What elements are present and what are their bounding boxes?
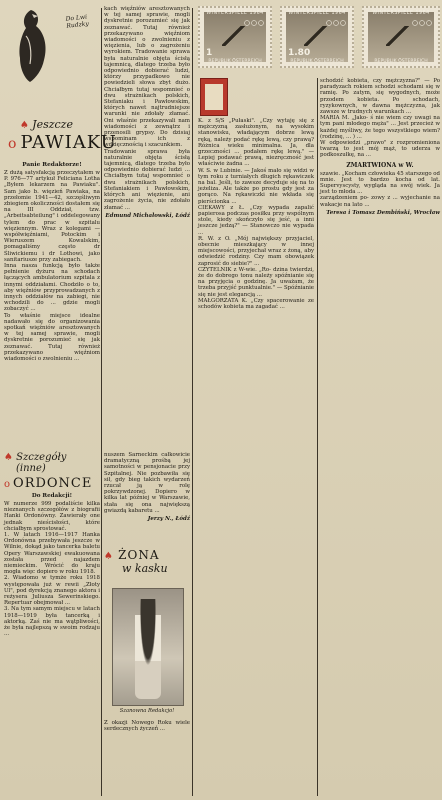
paragraph: Inna nasza funkcją było także pełnienie dyżuru na schodach łączących ambulatorium szpitala z innymi oddziałami. Chodziło o to, aby więźniów przyprowadzanych z innych oddziałów na zabiegi, nie wchodzili do ... gdzie mogli zobaczyć ... [4,263,100,313]
section-ordonka [4,452,100,637]
letter: W odpowiedzi „prawo" z rozpromieniona twarzą to jest mój mąż, to uderza w podkoszułkę, na ... [320,140,440,159]
paragraph: Tradowanie sprawa była naturalnie objęta ścisłą tajemnicą, dlatego trzeba było odpowiednio dobierać ludzi ... Chciałbym tutaj wspomnieć o dwu strażnikach polskich, Stefaniakiem i Pawłowskim, których ani więzienie, ani zagrożenie życia, nie zdołało złamać ... [104,148,190,211]
paragraph: nuszem Sarneckim całkowicie dramatyczną prośbą jej samotności w pensjonacie przy Szpitalnej. Nie pozbawiła się sił, gdy bieg takich wydarzeń rzucał ją w rolę pokrzywdzonej. Dopiero w kilka lat później w Warszawie, stała się ona największą gwiazdą kabaretu ... [104,452,190,514]
article-body [4,162,100,362]
signature: Jerzy N., Łódź [147,516,190,523]
paragraph: Z dużą satysfakcją przeczytałem w P. 976—77 artykuł Feliciana Lotha „Byłem lekarzem na Pawiaku". Sam jako b. więzień Pawiaka, na przełomie 1941—42, szczęśliwym zbiegiem okoliczności dostałem się na III Oddział, tzw. „Arbeitsabteilung" i oddelegowany tylem do prac w szpitalu więziennym. Wraz z kolegami — współwięźniami, Potockim i Wieruszem Kowalskim, pomagaliśmy często dr Śliwickiemu i dr Lothowi, jako sanitariusze przy zabiegach. [4,170,100,263]
letter: MAŁGORZATA K. „Czy spacerowanie ze schodów kobieta ma zagadać ... [198,297,314,311]
paragraph: 3. Na tym samym miejscu w latach 1918—1919 była tancerką i aktorką. Zaś nie ma wątpliwości, że była najlepszą w swoim rodzaju ... [4,606,100,638]
letter: zarządzeniem po- zowy z ... wyjechanie na wakacje na lato ... [320,195,440,208]
stamp: WINTERSPIELE 1964 REPUBLIK ÖSTERREICH [362,6,440,68]
paragraph: To właśnie miejsce idealne nadawało się do organizowania spotkań więźniów aresztowanych w tej samej sprawie, mogli dyskretnie porozumieć się jak zeznawać. Tutaj również przekazywano więźniom wiadomości o zwolnieniu ... [4,312,100,363]
article-continuation [104,6,190,219]
article-title: o PAWIAKU [8,132,117,153]
article-title: o ORDONCE [4,476,93,491]
letter: szawie. „Kocham człowieka 45 starszego od mnie. Jest to bardzo kocha od lat. Supervyscysty, wygląda na swój wiek. Ja jest to młoda ... [320,170,440,196]
article-continuation [104,452,190,522]
kicker: ♠ Szczegóły [4,452,67,463]
paragraph: 2. Wiadomo w tymże roku 1918 występowała już w rewii „Złoty Ul", pod dyrekcją znanego aktora i reżysera Juliusza Sewerinskiego. Repertuar obejmował ... [4,575,100,607]
signature: Edmund Michałowski, Łódź [105,212,190,219]
column-badge [200,78,228,116]
bird-illustration [8,6,54,86]
paragraph: kach więźniów aresztowanych w tej samej sprawie, mogli dyskretnie porozumieć się jak zeznawać. Tutaj również przekazywano więźniom wiadomości o zwolnieniu z więzienia, lub o zagrożeniu wyrokiem. Tradowanie sprawa była naturalnie objęta ścisłą tajemnicą, dlatego trzeba było odpowiednio dobierać ludzi, którzy przypadkowo nie powiedzieli słowa zbyt dużo. Chciałbym tutaj wspomnieć o dwu strażnikach polskich, Stefaniaku i Pawłowskim, których nawet najtrudniejsze warunki nie zdołały złamać. Oni właśnie przekazywali nam wiadomości z zewnątrz i przenosili grypsy. Do dzisiaj wspominam ich z wdzięcznością i szacunkiem. [104,6,190,149]
signature: Teresa i Tomasz Dembiński, Wrocław [326,209,440,216]
stamp-strip [196,4,442,72]
letter: CZYTELNIK z W-wie. „Ro- dzina twierdzi, że do dobrego tonu należy spóźnianie się na przyjęcia o godzinę. Ja uważam, że trzeba przyjść punktualnie." — Spóźnianie się nie jest elegancją ... [198,266,314,298]
column-rule [101,8,102,796]
greeting: Do Redakcji! [31,493,73,499]
letters-column [320,78,440,216]
greeting: Panie Redaktorze! [22,162,82,168]
section-zona [104,548,190,575]
photo-woman-helmet [112,588,184,706]
letter: MARIA M. „Jako- ś nie wiem czy uwagi na tym pani młodego męża" ... Jest przecież w każdej myśliwy, że tego wszystkiego wiem? (rodzinę, ... ) ... [320,115,440,140]
letter: K. z S/S „Pułaski". „Czy wytaję się z mężczyzną zasłużonym, na wysokim stanowisku, władającym dobrze lewą ręką, należy podać rękę lewą, czy prawą? Różnica wieku minimalna. Ja, dla grzeczności ... podałem rękę lewą." — Lepiej podawać prawą, niezręczność jest właściwie żadna ... [198,118,314,168]
photo-caption: Szanowna Redakcjo! [119,708,175,714]
paragraph: W numerze 999 podaliście kilka nieznanych szczegółów z biografii Hanki Ordonówny. Zawierały one jednak nieścisłości, które chciałbym sprostować. [4,501,100,532]
letter: W. S. w Lubinie. — Jakoś mało się widzi w tym roku z turniałych długich rękawiczek na bal. Jeśli, to zawsze decyduje się na to jeżeliza. Ale także po prostu gdy jest za gorąco. Na rękawiczki nie wkłada się pierścionka ... [198,167,314,205]
article-body [104,720,190,732]
letter: schodzić kobieta, czy mężczyzna?" — Po paradyzach rokiem schodzi schodami się w ramię. Po zatym, się wygodnych, może przodem kobieta. Po schodach, ryzykownych, w dawna mężczyzna, jak zawsze w trudnych warunkach ... [320,78,440,116]
letter: R. W. z O. „Mój największy przyjaciel, obecnie mieszkający w innej miejscowości, przyjechał wraz z żoną, aby odwiedzić rodziny. Czy mam obowiązek zaprosić do siebie?" ... [198,235,314,267]
letter: CIEKAWY z Ł. „Czy wypada zapalić papierosa podczas posiłku przy wspólnym stole, kiedy skończyło się jeść, a inni jeszcze jedzą?" — Stanowczo nie wypada ... [198,204,314,236]
kicker: ♠ Jeszcze [20,118,73,131]
letter-heading: ZMARTWIONA w W. [346,161,414,169]
stamp: WINTERSPIELE 1964 1 REPUBLIK ÖSTERREICH [198,6,272,68]
article-title: ♠ ŻONA [104,548,160,562]
kicker-sub: (inne) [16,463,46,474]
column-rule [192,8,193,796]
article-subtitle: w kasku [122,562,168,575]
paragraph: Z okazji Nowego Roku wiele serdecznych życzeń ... [104,720,190,733]
paragraph: 1. W latach 1916—1917 Hanka Ordonówna przebywała jeszcze w Wilnie, dokąd jako tancerka baletu Opery Warszawskiej ewakuowana została przed najazdem niemieckim. Wrócić do kraju mogła więc dopiero w roku 1918. [4,532,100,576]
handwritten-tag: Do Lwi Rudzky [65,13,90,30]
stamp: WINTERSPIELE 1964 1.80 REPUBLIK ÖSTERREICH [280,6,354,68]
letters-column [198,118,314,310]
column-rule [317,78,318,796]
